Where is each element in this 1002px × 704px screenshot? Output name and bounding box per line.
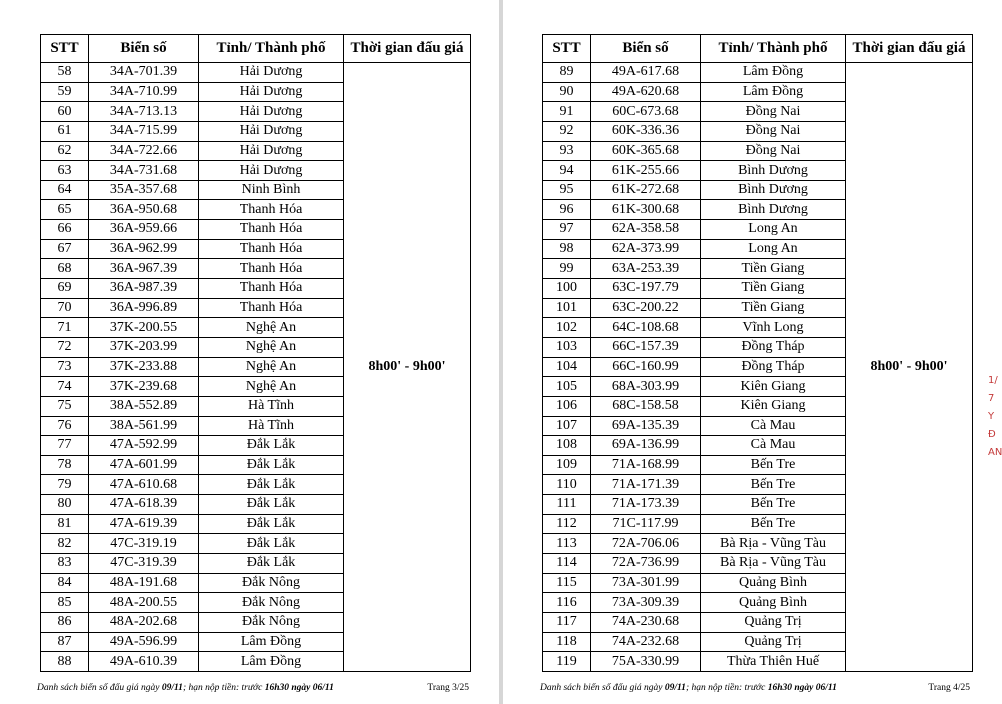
header-time: Thời gian đấu giá [344,35,471,63]
stt-cell: 58 [41,63,89,83]
footer-mid: ; hạn nộp tiền: trước [685,683,768,693]
province-cell: Đắk Lắk [199,514,344,534]
footer-caption [540,683,837,693]
stt-cell: 77 [41,436,89,456]
plate-cell: 49A-620.68 [591,82,701,102]
plate-cell: 48A-191.68 [89,573,199,593]
plate-cell: 66C-157.39 [591,337,701,357]
plate-cell: 48A-200.55 [89,593,199,613]
province-cell: Hà Tĩnh [199,416,344,436]
plate-cell: 38A-552.89 [89,396,199,416]
plate-cell: 47A-618.39 [89,495,199,515]
footer-date: 09/11 [664,683,686,693]
province-cell: Hải Dương [199,121,344,141]
province-cell: Thanh Hóa [199,279,344,299]
stt-cell: 67 [41,239,89,259]
page-number: Trang 3/25 [427,683,469,693]
plate-cell: 34A-710.99 [89,82,199,102]
stt-cell: 113 [543,534,591,554]
province-cell: Tiền Giang [701,298,846,318]
province-cell: Cà Mau [701,416,846,436]
province-cell: Đắk Lắk [199,436,344,456]
province-cell: Đắk Lắk [199,534,344,554]
stt-cell: 83 [41,554,89,574]
document-page-3 [0,0,499,704]
plate-cell: 63A-253.39 [591,259,701,279]
document-page-4 [503,0,1000,704]
plate-cell: 62A-373.99 [591,239,701,259]
margin-note-line: 1/ [988,375,998,386]
province-cell: Bà Rịa - Vũng Tàu [701,534,846,554]
header-province: Tỉnh/ Thành phố [199,35,344,63]
plate-cell: 37K-239.68 [89,377,199,397]
plate-cell: 60C-673.68 [591,102,701,122]
stt-cell: 111 [543,495,591,515]
province-cell: Bình Dương [701,161,846,181]
plate-cell: 34A-713.13 [89,102,199,122]
plate-cell: 34A-701.39 [89,63,199,83]
stt-cell: 103 [543,337,591,357]
province-cell: Nghệ An [199,357,344,377]
stt-cell: 62 [41,141,89,161]
plate-cell: 71C-117.99 [591,514,701,534]
province-cell: Thanh Hóa [199,200,344,220]
province-cell: Bến Tre [701,514,846,534]
plate-cell: 68A-303.99 [591,377,701,397]
plate-cell: 49A-610.39 [89,652,199,672]
header-province: Tỉnh/ Thành phố [701,35,846,63]
province-cell: Hà Tĩnh [199,396,344,416]
margin-note-line: Y [988,411,995,422]
province-cell: Cà Mau [701,436,846,456]
province-cell: Nghệ An [199,318,344,338]
province-cell: Quảng Trị [701,612,846,632]
province-cell: Đồng Nai [701,102,846,122]
stt-cell: 66 [41,220,89,240]
stt-cell: 97 [543,220,591,240]
plate-cell: 36A-959.66 [89,220,199,240]
table-row [41,63,471,83]
stt-cell: 86 [41,612,89,632]
margin-note-line: AN [988,447,1002,458]
time-slot-cell: 8h00' - 9h00' [846,63,973,672]
stt-cell: 109 [543,455,591,475]
plate-cell: 75A-330.99 [591,652,701,672]
province-cell: Long An [701,220,846,240]
plate-cell: 63C-197.79 [591,279,701,299]
stt-cell: 94 [543,161,591,181]
plate-cell: 66C-160.99 [591,357,701,377]
plate-cell: 60K-365.68 [591,141,701,161]
stt-cell: 92 [543,121,591,141]
stt-cell: 95 [543,180,591,200]
plate-cell: 74A-230.68 [591,612,701,632]
plate-cell: 69A-135.39 [591,416,701,436]
footer-date: 09/11 [161,683,183,693]
plate-cell: 69A-136.99 [591,436,701,456]
plate-cell: 71A-168.99 [591,455,701,475]
province-cell: Thanh Hóa [199,239,344,259]
province-cell: Bình Dương [701,200,846,220]
province-cell: Quảng Trị [701,632,846,652]
province-cell: Đắk Lắk [199,475,344,495]
plate-cell: 73A-301.99 [591,573,701,593]
stt-cell: 71 [41,318,89,338]
plate-cell: 34A-722.66 [89,141,199,161]
stt-cell: 82 [41,534,89,554]
stt-cell: 81 [41,514,89,534]
stt-cell: 73 [41,357,89,377]
plate-cell: 71A-171.39 [591,475,701,495]
province-cell: Đắk Nông [199,612,344,632]
footer-mid: ; hạn nộp tiền: trước [182,683,265,693]
province-cell: Long An [701,239,846,259]
province-cell: Thanh Hóa [199,220,344,240]
stt-cell: 100 [543,279,591,299]
plate-cell: 34A-731.68 [89,161,199,181]
stt-cell: 108 [543,436,591,456]
header-time: Thời gian đấu giá [846,35,973,63]
stt-cell: 99 [543,259,591,279]
province-cell: Bà Rịa - Vũng Tàu [701,554,846,574]
province-cell: Lâm Đồng [701,82,846,102]
plate-cell: 61K-272.68 [591,180,701,200]
plate-cell: 62A-358.58 [591,220,701,240]
province-cell: Thừa Thiên Huế [701,652,846,672]
stt-cell: 75 [41,396,89,416]
stt-cell: 72 [41,337,89,357]
plate-cell: 74A-232.68 [591,632,701,652]
footer-prefix: Danh sách biển số đấu giá ngày [37,683,162,693]
province-cell: Tiền Giang [701,259,846,279]
footer-prefix: Danh sách biển số đấu giá ngày [540,683,665,693]
page-number: Trang 4/25 [928,683,970,693]
province-cell: Hải Dương [199,141,344,161]
province-cell: Nghệ An [199,337,344,357]
plate-cell: 47C-319.39 [89,554,199,574]
header-stt: STT [41,35,89,63]
plate-cell: 47A-610.68 [89,475,199,495]
footer-deadline: 16h30 ngày 06/11 [767,683,837,693]
province-cell: Thanh Hóa [199,298,344,318]
time-slot-cell: 8h00' - 9h00' [344,63,471,672]
stt-cell: 61 [41,121,89,141]
stt-cell: 116 [543,593,591,613]
header-plate: Biển số [89,35,199,63]
plate-cell: 49A-596.99 [89,632,199,652]
plate-cell: 68C-158.58 [591,396,701,416]
stt-cell: 59 [41,82,89,102]
footer-deadline: 16h30 ngày 06/11 [264,683,334,693]
stt-cell: 84 [41,573,89,593]
stt-cell: 104 [543,357,591,377]
plate-cell: 48A-202.68 [89,612,199,632]
province-cell: Kiên Giang [701,396,846,416]
plate-cell: 71A-173.39 [591,495,701,515]
province-cell: Đắk Lắk [199,554,344,574]
stt-cell: 87 [41,632,89,652]
header-row [41,35,471,63]
stt-cell: 110 [543,475,591,495]
province-cell: Quảng Bình [701,573,846,593]
auction-table [40,34,471,672]
plate-cell: 37K-203.99 [89,337,199,357]
plate-cell: 72A-706.06 [591,534,701,554]
province-cell: Đắk Nông [199,573,344,593]
stt-cell: 80 [41,495,89,515]
auction-table [542,34,973,672]
plate-cell: 47A-601.99 [89,455,199,475]
plate-cell: 64C-108.68 [591,318,701,338]
stt-cell: 105 [543,377,591,397]
stt-cell: 69 [41,279,89,299]
stt-cell: 118 [543,632,591,652]
province-cell: Lâm Đồng [199,632,344,652]
stt-cell: 74 [41,377,89,397]
stt-cell: 114 [543,554,591,574]
plate-cell: 47C-319.19 [89,534,199,554]
handwritten-margin-note [988,372,1000,462]
province-cell: Đồng Tháp [701,337,846,357]
margin-note-line: 7 [988,393,995,404]
plate-cell: 47A-592.99 [89,436,199,456]
plate-cell: 36A-950.68 [89,200,199,220]
stt-cell: 60 [41,102,89,122]
province-cell: Bến Tre [701,475,846,495]
province-cell: Quảng Bình [701,593,846,613]
stt-cell: 119 [543,652,591,672]
province-cell: Nghệ An [199,377,344,397]
plate-cell: 72A-736.99 [591,554,701,574]
plate-cell: 36A-987.39 [89,279,199,299]
plate-cell: 34A-715.99 [89,121,199,141]
stt-cell: 88 [41,652,89,672]
footer-caption [37,683,334,693]
header-plate: Biển số [591,35,701,63]
stt-cell: 112 [543,514,591,534]
stt-cell: 65 [41,200,89,220]
header-row [543,35,973,63]
stt-cell: 107 [543,416,591,436]
province-cell: Thanh Hóa [199,259,344,279]
province-cell: Đắk Lắk [199,455,344,475]
stt-cell: 91 [543,102,591,122]
stt-cell: 96 [543,200,591,220]
plate-cell: 63C-200.22 [591,298,701,318]
province-cell: Lâm Đồng [701,63,846,83]
province-cell: Tiền Giang [701,279,846,299]
plate-cell: 61K-255.66 [591,161,701,181]
stt-cell: 90 [543,82,591,102]
stt-cell: 63 [41,161,89,181]
plate-cell: 35A-357.68 [89,180,199,200]
province-cell: Kiên Giang [701,377,846,397]
province-cell: Đồng Nai [701,141,846,161]
stt-cell: 106 [543,396,591,416]
plate-cell: 37K-200.55 [89,318,199,338]
stt-cell: 101 [543,298,591,318]
stt-cell: 85 [41,593,89,613]
stt-cell: 64 [41,180,89,200]
stt-cell: 117 [543,612,591,632]
plate-cell: 36A-967.39 [89,259,199,279]
plate-cell: 73A-309.39 [591,593,701,613]
stt-cell: 70 [41,298,89,318]
province-cell: Hải Dương [199,63,344,83]
province-cell: Hải Dương [199,161,344,181]
stt-cell: 76 [41,416,89,436]
plate-cell: 47A-619.39 [89,514,199,534]
province-cell: Đắk Nông [199,593,344,613]
stt-cell: 93 [543,141,591,161]
stt-cell: 68 [41,259,89,279]
province-cell: Vĩnh Long [701,318,846,338]
province-cell: Lâm Đồng [199,652,344,672]
province-cell: Hải Dương [199,102,344,122]
province-cell: Ninh Bình [199,180,344,200]
province-cell: Đồng Nai [701,121,846,141]
plate-cell: 38A-561.99 [89,416,199,436]
stt-cell: 79 [41,475,89,495]
plate-cell: 49A-617.68 [591,63,701,83]
stt-cell: 78 [41,455,89,475]
stt-cell: 89 [543,63,591,83]
province-cell: Bến Tre [701,455,846,475]
stt-cell: 98 [543,239,591,259]
plate-cell: 36A-962.99 [89,239,199,259]
stt-cell: 102 [543,318,591,338]
stt-cell: 115 [543,573,591,593]
province-cell: Bình Dương [701,180,846,200]
table-row [543,63,973,83]
plate-cell: 36A-996.89 [89,298,199,318]
header-stt: STT [543,35,591,63]
plate-cell: 61K-300.68 [591,200,701,220]
province-cell: Hải Dương [199,82,344,102]
province-cell: Bến Tre [701,495,846,515]
margin-note-line: Đ [988,429,996,440]
province-cell: Đồng Tháp [701,357,846,377]
plate-cell: 37K-233.88 [89,357,199,377]
plate-cell: 60K-336.36 [591,121,701,141]
province-cell: Đắk Lắk [199,495,344,515]
